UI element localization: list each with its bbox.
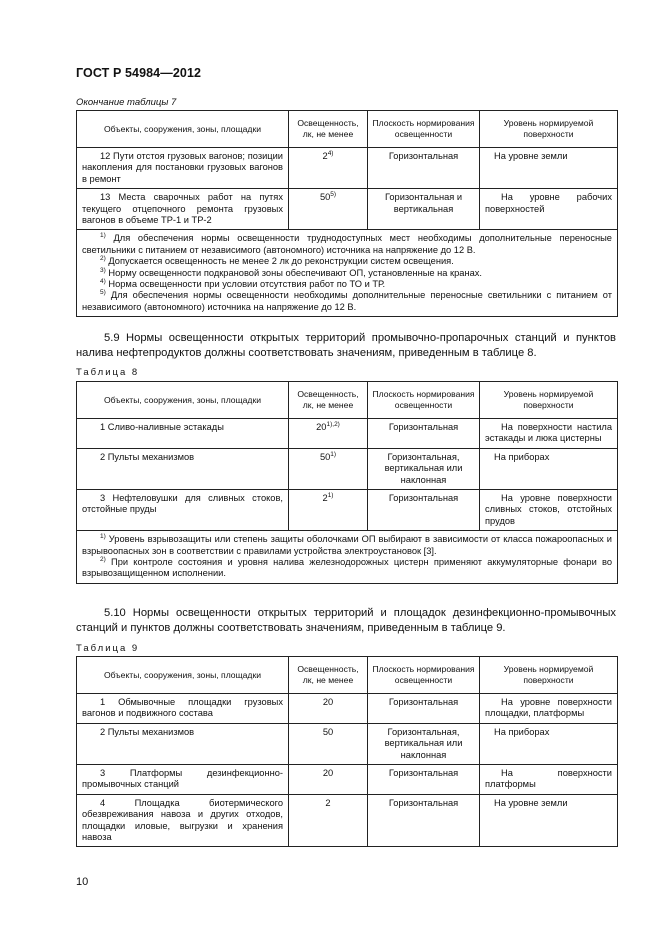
lux-footnote-mark: 1) — [327, 491, 334, 499]
footnote-mark: 2) — [100, 555, 106, 563]
cell-plane: Горизонтальная, вертикальная или наклонная — [368, 448, 480, 489]
col-header-plane: Плоскость нормирования освещенности — [368, 382, 480, 419]
footnote-text: Допускается освещенность не менее 2 лк до реконструкции систем освещения. — [108, 256, 454, 267]
cell-level: На приборах — [480, 723, 618, 764]
cell-object: 2 Пульты механизмов — [77, 448, 289, 489]
paragraph-5-10: 5.10 Нормы освещенности открытых территорий и площадок дезинфекционно-промывочных станций и пунктов должны соответствовать значениям, приведенным в таблице 9. — [76, 607, 616, 634]
cell-lux: 20 — [289, 694, 368, 724]
table-row — [77, 723, 618, 764]
col-header-level: Уровень нормируемой поверхности — [480, 111, 618, 148]
cell-level: На приборах — [480, 448, 618, 489]
col-header-lux: Освещенность, лк, не менее — [289, 657, 368, 694]
cell-lux: 2 — [289, 794, 368, 847]
table-row — [77, 189, 618, 230]
cell-object: 1 Обмывочные площадки грузовых вагонов и подвижного состава — [77, 694, 289, 724]
col-header-plane: Плоскость нормирования освещенности — [368, 657, 480, 694]
page-number: 10 — [76, 876, 89, 888]
table-row — [77, 694, 618, 724]
footnote-text: При контроле состояния и уровня налива железнодорожных цистерн применяют аккумуляторные фонари во взрывозащищенном исполнении. — [82, 557, 612, 579]
cell-level: На уровне земли — [480, 148, 618, 189]
table-row — [77, 490, 618, 531]
lux-value: 2 — [322, 151, 328, 161]
footnote — [82, 268, 612, 279]
col-header-lux: Освещенность, лк, не менее — [289, 111, 368, 148]
col-header-objects: Объекты, сооружения, зоны, площадки — [77, 111, 289, 148]
footnote-mark: 1) — [100, 533, 106, 541]
footnote-text: Уровень взрывозащиты или степень защиты оболочками ОП выбирают в зависимости от класса пожароопасных и взрывоопасных зон в соответствии с правилами устройства электроустановок [3]. — [82, 534, 612, 556]
col-header-objects: Объекты, сооружения, зоны, площадки — [77, 657, 289, 694]
table8-notes — [77, 531, 618, 584]
cell-level: На поверхности настила эстакады и люка цистерны — [480, 419, 618, 449]
footnote-text: Для обеспечения нормы освещенности необходимы дополнительные переносные светильники с питанием от независимого (автономного) источника на напряжение до 12 В. — [82, 290, 612, 312]
lux-footnote-mark: 5) — [330, 191, 337, 199]
table7-header-row — [77, 111, 618, 148]
footnote — [82, 290, 612, 313]
footnote — [82, 557, 612, 580]
footnote-mark: 2) — [100, 255, 106, 263]
col-header-plane: Плоскость нормирования освещенности — [368, 111, 480, 148]
cell-lux — [289, 448, 368, 489]
lux-footnote-mark: 1) — [330, 450, 337, 458]
cell-plane: Горизонтальная — [368, 419, 480, 449]
lux-value: 20 — [316, 422, 327, 432]
cell-object: 4 Площадка биотермического обезвреживания навоза и других отходов, площадки иловые, выгрузки и хранения навоза — [77, 794, 289, 847]
table-row — [77, 419, 618, 449]
cell-lux — [289, 148, 368, 189]
footnote-mark: 4) — [100, 277, 106, 285]
footnote-text: Для обеспечения нормы освещенности труднодоступных мест необходимы дополнительные переносные светильники с питанием от независимого (автономного) источника на напряжение до 12 В. — [82, 233, 612, 255]
cell-level: На поверхности платформы — [480, 765, 618, 795]
cell-object: 12 Пути отстоя грузовых вагонов; позиции накопления для постановки грузовых вагонов в ремонт — [77, 148, 289, 189]
lux-value: 2 — [322, 493, 328, 504]
cell-lux: 20 — [289, 765, 368, 795]
col-header-objects: Объекты, сооружения, зоны, площадки — [77, 382, 289, 419]
cell-lux — [289, 189, 368, 230]
table-row — [77, 448, 618, 489]
col-header-level: Уровень нормируемой поверхности — [480, 382, 618, 419]
table-row — [77, 148, 618, 189]
cell-object: 3 Нефтеловушки для сливных стоков, отстойные пруды — [77, 490, 289, 531]
cell-plane: Горизонтальная — [368, 490, 480, 531]
cell-level: На уровне поверхности сливных стоков, отстойных прудов — [480, 490, 618, 531]
footnote — [82, 233, 612, 256]
footnote — [82, 256, 612, 267]
footnote — [82, 534, 612, 557]
cell-plane: Горизонтальная — [368, 765, 480, 795]
table-notes-row — [77, 531, 618, 584]
footnote-mark: 1) — [100, 232, 106, 240]
table-notes-row — [77, 230, 618, 317]
cell-level: На уровне рабочих поверхностей — [480, 189, 618, 230]
cell-object: 13 Места сварочных работ на путях текущего отцепочного ремонта грузовых вагонов в объеме ТР-1 и ТР-2 — [77, 189, 289, 230]
table7-notes — [77, 230, 618, 317]
document-header: ГОСТ Р 54984—2012 — [76, 66, 202, 80]
table8 — [76, 381, 618, 584]
table8-caption: Таблица 8 — [76, 367, 140, 378]
lux-footnote-mark: 1),2) — [326, 420, 340, 428]
lux-value: 50 — [319, 192, 331, 203]
table7-caption: Окончание таблицы 7 — [76, 97, 177, 108]
table8-header-row — [77, 382, 618, 419]
table9-caption: Таблица 9 — [76, 643, 140, 654]
cell-lux: 50 — [289, 723, 368, 764]
cell-plane: Горизонтальная — [368, 148, 480, 189]
footnote-text: Норму освещенности подкрановой зоны обеспечивают ОП, установленные на кранах. — [108, 267, 482, 278]
table7 — [76, 110, 618, 317]
cell-lux — [289, 419, 368, 449]
paragraph-5-9: 5.9 Нормы освещенности открытых территорий промывочно-пропарочных станций и пунктов налива нефтепродуктов должны соответствовать значениям, приведенным в таблице 8. — [76, 332, 616, 359]
table-row — [77, 765, 618, 795]
cell-plane: Горизонтальная, вертикальная или наклонная — [368, 723, 480, 764]
table-row — [77, 794, 618, 847]
table9-header-row — [77, 657, 618, 694]
footnote-text: Норма освещенности при условии отсутствия работ по ТО и ТР. — [108, 279, 386, 290]
footnote — [82, 279, 612, 290]
table9 — [76, 656, 618, 847]
cell-object: 3 Платформы дезинфекционно-промывочных станций — [77, 765, 289, 795]
cell-object: 2 Пульты механизмов — [77, 723, 289, 764]
cell-plane: Горизонтальная и вертикальная — [368, 189, 480, 230]
cell-level: На уровне поверхности площадки, платформы — [480, 694, 618, 724]
cell-object: 1 Сливо-наливные эстакады — [77, 419, 289, 449]
cell-plane: Горизонтальная — [368, 694, 480, 724]
cell-plane: Горизонтальная — [368, 794, 480, 847]
footnote-mark: 5) — [100, 289, 106, 297]
col-header-level: Уровень нормируемой поверхности — [480, 657, 618, 694]
cell-lux — [289, 490, 368, 531]
cell-level: На уровне земли — [480, 794, 618, 847]
col-header-lux: Освещенность, лк, не менее — [289, 382, 368, 419]
footnote-mark: 3) — [100, 266, 106, 274]
lux-value: 50 — [319, 451, 331, 462]
lux-footnote-mark: 4) — [327, 149, 334, 157]
